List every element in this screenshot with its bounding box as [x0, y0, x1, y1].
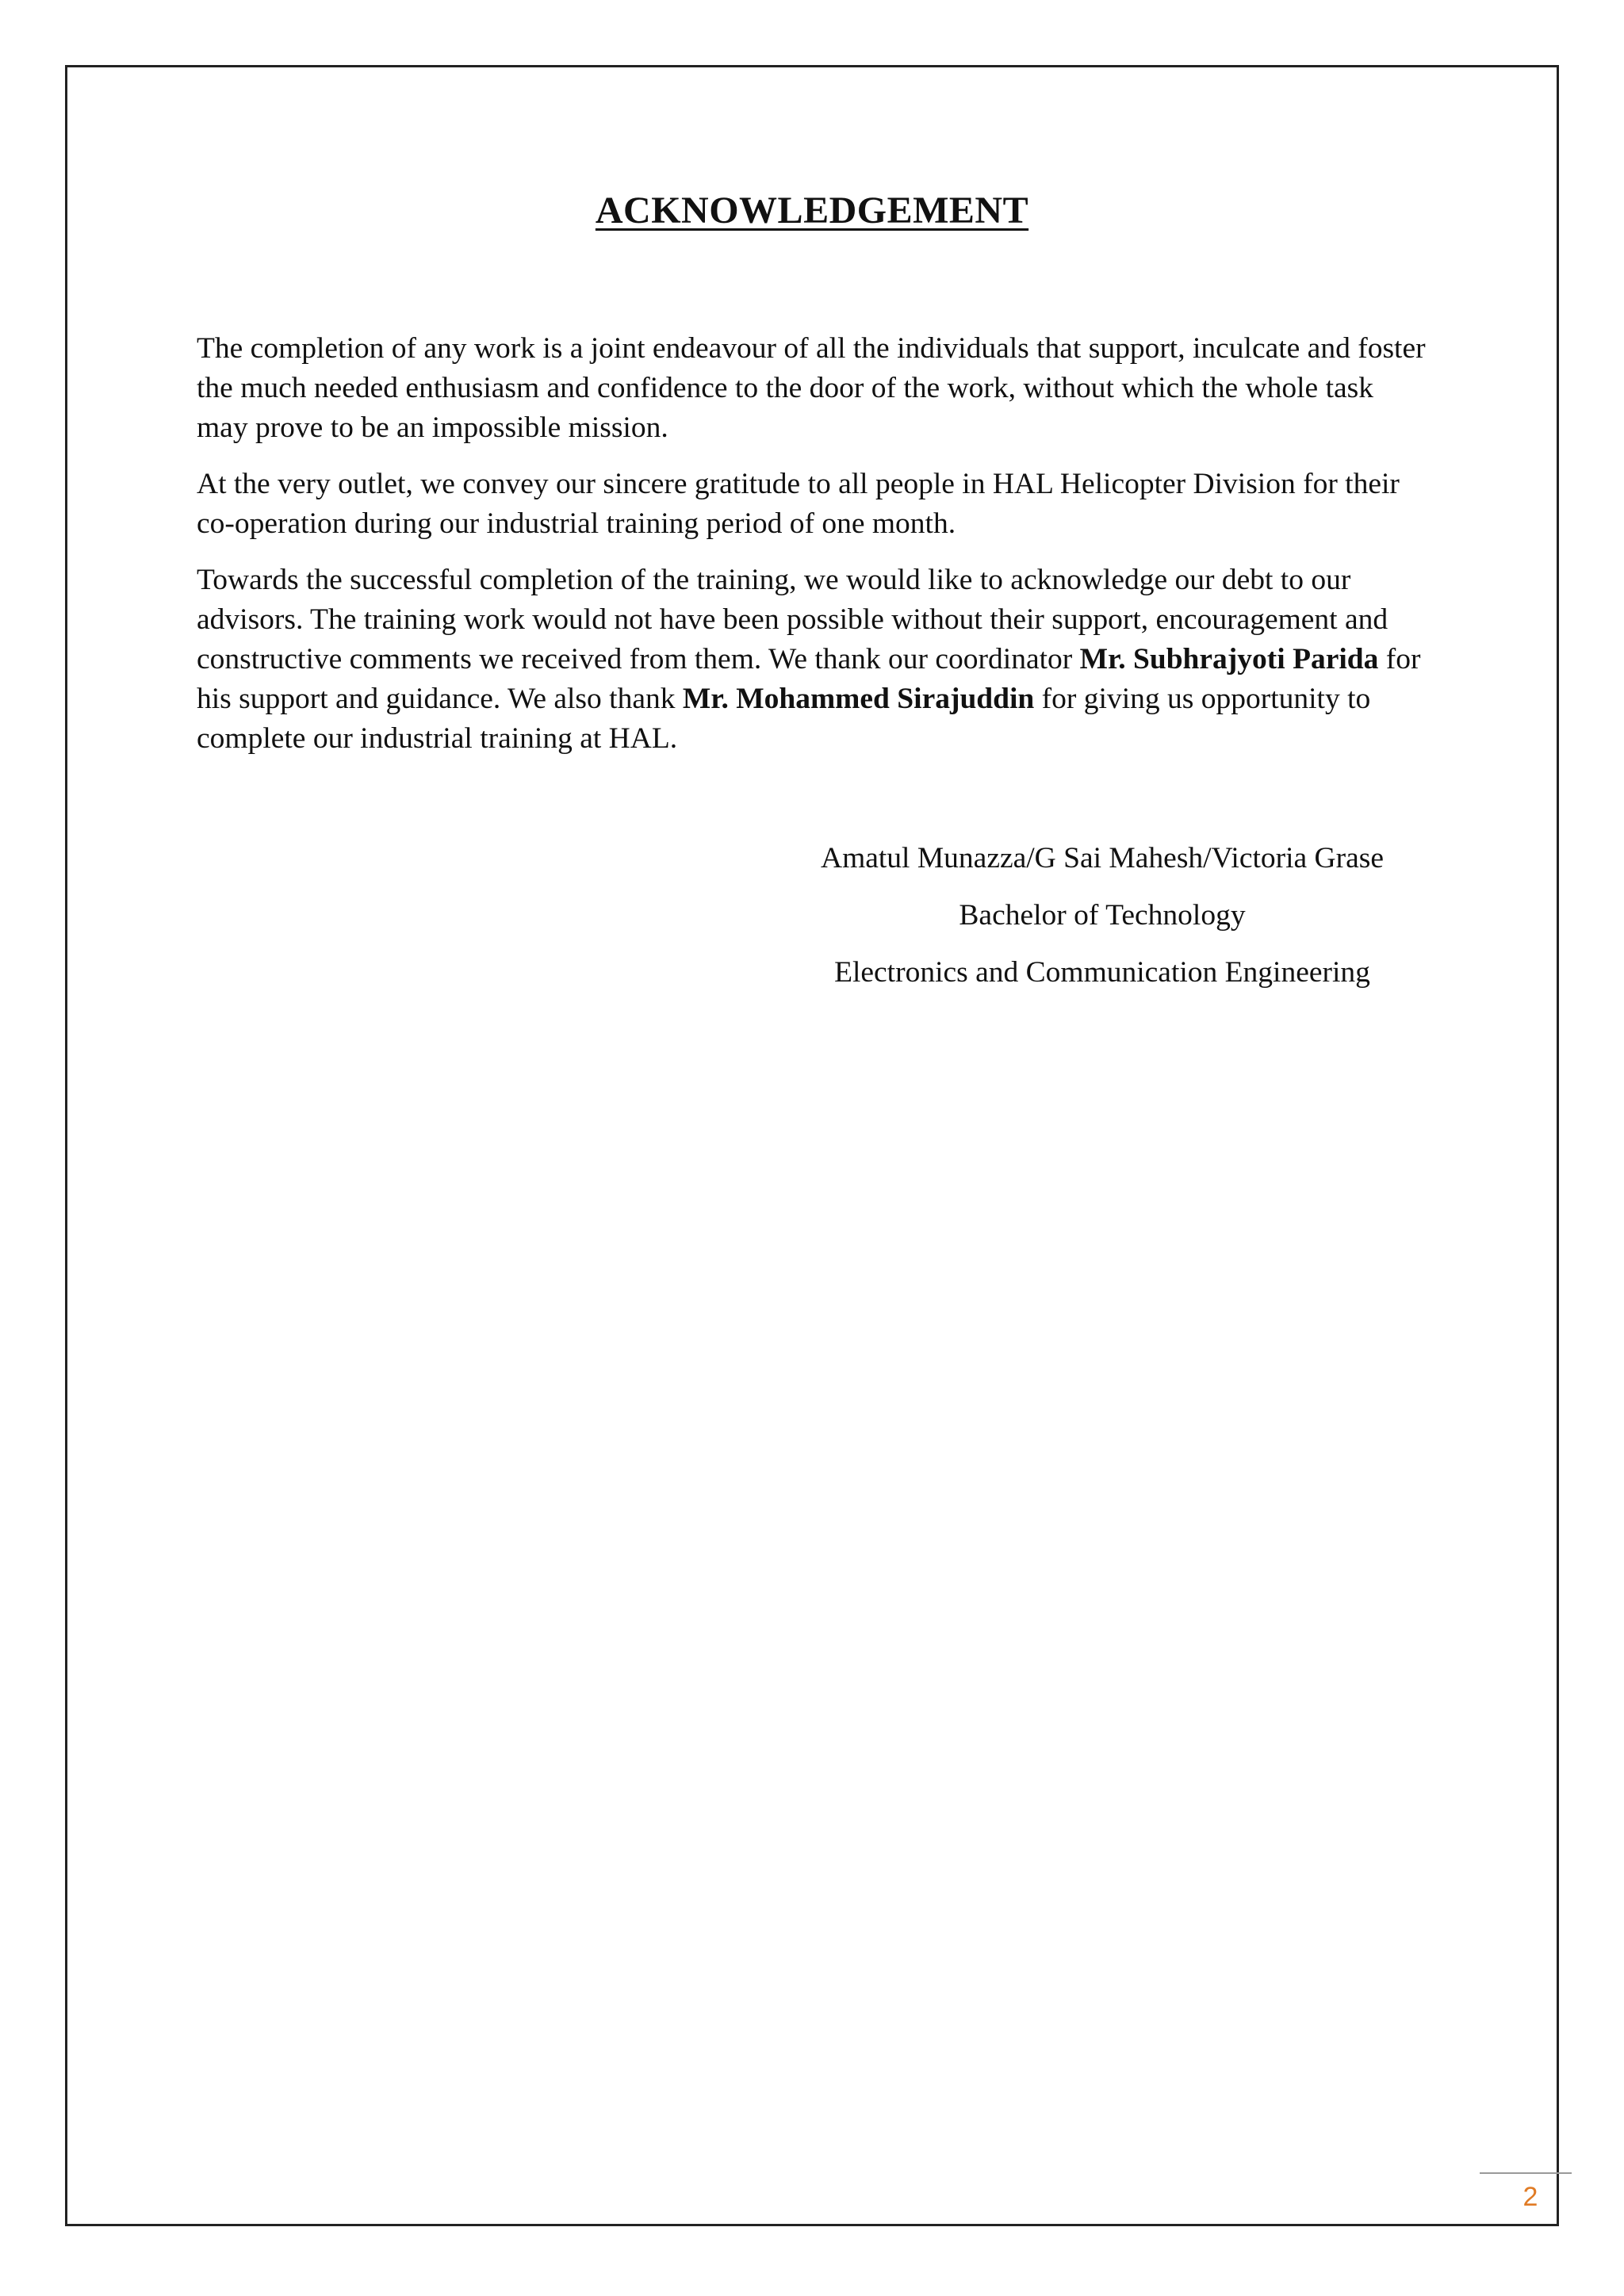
acknowledgement-body [197, 329, 1426, 775]
paragraph-3-part-3: for giving us opportunity to complete our industrial training at HAL. [197, 683, 1371, 755]
paragraph-3-part-2: for his support and guidance. We also thank [197, 643, 1421, 715]
degree: Bachelor of Technology [959, 899, 1246, 932]
author-names: Amatul Munazza/G Sai Mahesh/Victoria Grase [820, 842, 1385, 874]
title-text: ACKNOWLEDGEMENT [595, 189, 1029, 232]
paragraph-1: The completion of any work is a joint endeavour of all the individuals that support, inculcate and foster the much needed enthusiasm and confidence to the door of the work, without which the whole task may prove to be an impossible mission. [197, 332, 1426, 444]
department: Electronics and Communication Engineering [834, 956, 1370, 989]
paragraph-3 [197, 561, 1426, 759]
paragraph-3-part-1: Towards the successful completion of the training, we would like to acknowledge our debt to our advisors. The training work would not have been possible without their support, encouragement and constructive comments we received from them. We thank our coordinator [197, 564, 1388, 675]
page-title [0, 189, 1624, 232]
paragraph-2: At the very outlet, we convey our sincere gratitude to all people in HAL Helicopter Division for their co-operation during our industrial training period of one month. [197, 468, 1400, 540]
mentor-name: Mr. Mohammed Sirajuddin [682, 683, 1035, 715]
page-number: 2 [1522, 2182, 1538, 2212]
coordinator-name: Mr. Subhrajyoti Parida [1079, 643, 1379, 675]
signature-block [785, 839, 1419, 1010]
footer-rule [1480, 2172, 1572, 2174]
